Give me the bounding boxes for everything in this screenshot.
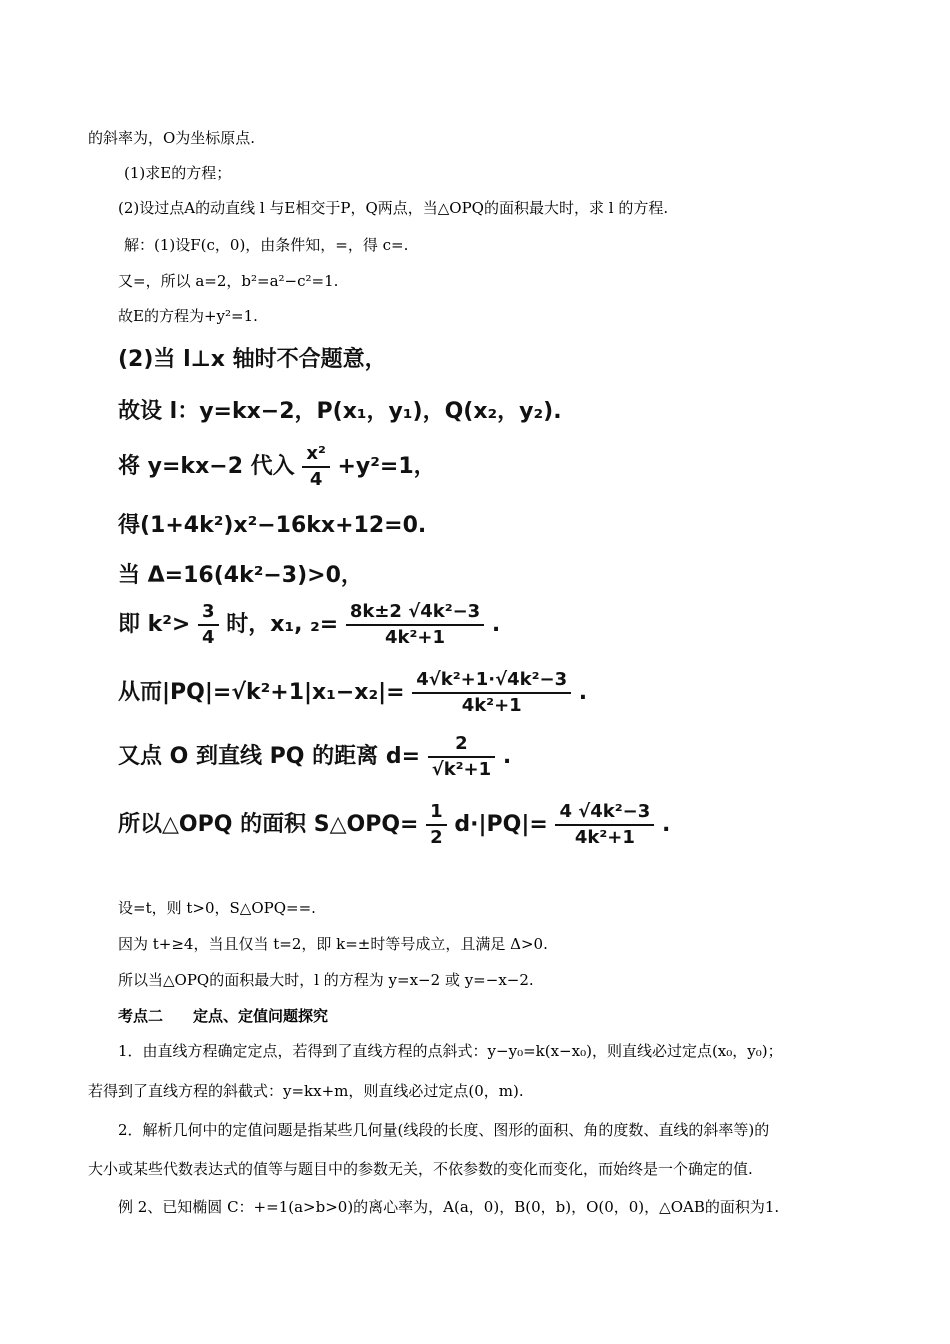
- text-line: (2)设过点A的动直线 l 与E相交于P，Q两点，当△OPQ的面积最大时，求 l 的方程.: [118, 199, 669, 217]
- fraction: $\frac{1}{2}$: [426, 800, 447, 850]
- text-line: 又=，所以 a=2，b²=a²−c²=1.: [118, 272, 339, 290]
- fraction: $\frac{\text{8k±2 √4k²−3}}{\text{4k²+1}}$: [346, 600, 484, 650]
- fraction: $\frac{\text{x²}}{4}$: [302, 442, 330, 492]
- text-line: 1．由直线方程确定定点，若得到了直线方程的点斜式：y−y₀=k(x−x₀)，则直线必过定点(x₀，y₀)；: [118, 1042, 783, 1060]
- text-line: 所以当△OPQ的面积最大时，l 的方程为 y=x−2 或 y=−x−2.: [118, 971, 534, 989]
- section-heading: 考点二 定点、定值问题探究: [118, 1007, 329, 1025]
- text-line: 故E的方程为+y²=1.: [118, 307, 258, 325]
- text-line: 大小或某些代数表达式的值等与题目中的参数无关，不依参数的变化而变化，而始终是一个确定的值.: [88, 1160, 753, 1178]
- solution-text: d·|PQ|=: [454, 812, 548, 837]
- text-line: 例 2、已知椭圆 C：+=1(a>b>0)的离心率为，A(a，0)，B(0，b)，O(0，0)，△OAB的面积为1.: [118, 1198, 780, 1216]
- text-line: 若得到了直线方程的斜截式：y=kx+m，则直线必过定点(0，m).: [88, 1082, 524, 1100]
- text-line: 因为 t+≥4，当且仅当 t=2，即 k=±时等号成立，且满足 Δ>0.: [118, 935, 548, 953]
- text-line: (1)求E的方程；: [124, 164, 232, 182]
- text-line: 的斜率为，O为坐标原点.: [88, 129, 256, 147]
- fraction: $\frac{\text{4 √4k²−3}}{\text{4k²+1}}$: [555, 800, 654, 850]
- solution-text: .: [661, 812, 671, 837]
- solution-line: 故设 l：y=kx−2，P(x₁，y₁)，Q(x₂，y₂).: [118, 399, 562, 424]
- solution-text: .: [502, 744, 512, 769]
- fraction: $\frac{2}{\text{√k²+1}}$: [428, 732, 495, 782]
- solution-line: [118, 800, 670, 850]
- solution-text: 又点 O 到直线 PQ 的距离 d=: [118, 744, 421, 769]
- fraction: $\frac{3}{4}$: [198, 600, 219, 650]
- solution-text: +y²=1，: [337, 454, 436, 479]
- solution-line: 当 Δ=16(4k²−3)>0，: [118, 563, 363, 588]
- solution-line: [118, 600, 500, 650]
- fraction: $\frac{\text{4√k²+1·√4k²−3}}{\text{4k²+1}}$: [412, 668, 571, 718]
- solution-image: [118, 338, 671, 858]
- solution-text: .: [491, 612, 501, 637]
- text-line: 设=t，则 t>0，S△OPQ==.: [118, 899, 316, 917]
- solution-text: 从而|PQ|=√k²+1|x₁−x₂|=: [118, 680, 405, 705]
- solution-line: 得(1+4k²)x²−16kx+12=0.: [118, 513, 427, 538]
- solution-text: 将 y=kx−2 代入: [118, 454, 295, 479]
- solution-line: (2)当 l⊥x 轴时不合题意，: [118, 347, 387, 372]
- text-line: 2．解析几何中的定值问题是指某些几何量(线段的长度、图形的面积、角的度数、直线的斜率等)的: [118, 1121, 770, 1139]
- solution-text: .: [578, 680, 588, 705]
- solution-text: 即 k²>: [118, 612, 191, 637]
- text-line: 解：(1)设F(c，0)，由条件知，=，得 c=.: [124, 236, 409, 254]
- solution-line: [118, 732, 511, 782]
- solution-line: [118, 668, 587, 718]
- solution-text: 时，x₁, ₂=: [226, 612, 339, 637]
- solution-line: [118, 442, 436, 492]
- solution-text: 所以△OPQ 的面积 S△OPQ=: [118, 812, 419, 837]
